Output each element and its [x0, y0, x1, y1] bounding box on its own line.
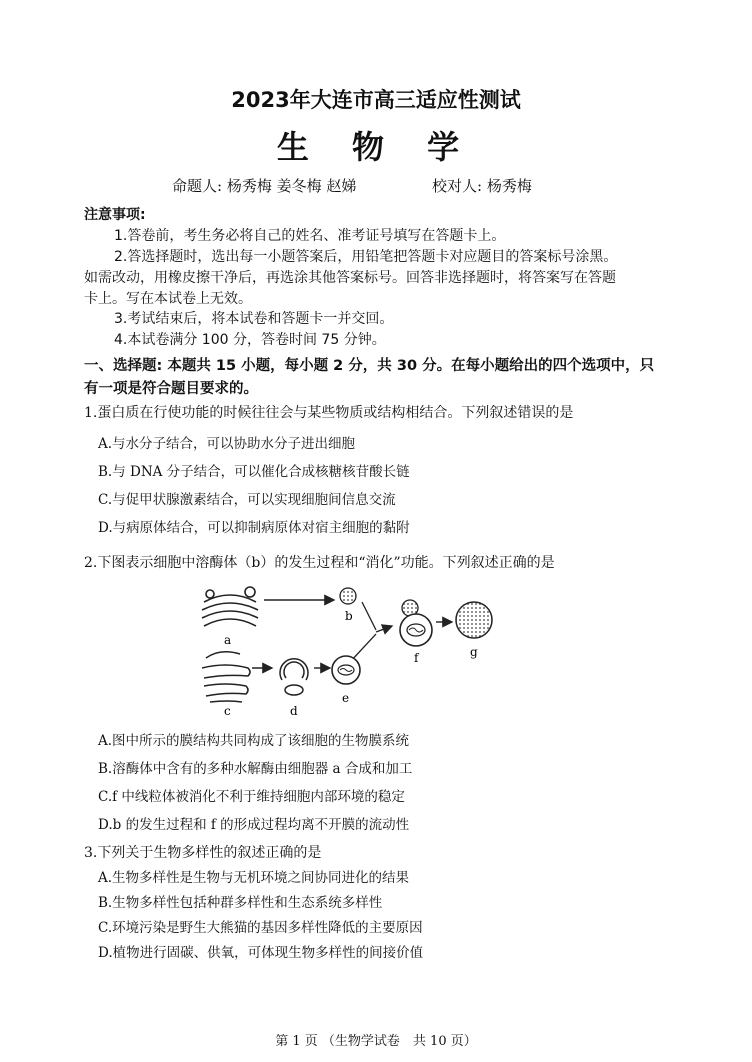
question-2-stem: 2.下图表示细胞中溶酶体（b）的发生过程和“消化”功能。下列叙述正确的是 [84, 555, 555, 571]
endoplasmic-reticulum [202, 652, 250, 702]
label-g: g [470, 645, 478, 659]
residual-body [456, 602, 492, 638]
notice-item-3: 3.考试结束后，将本试卷和答题卡一并交回。 [114, 311, 394, 327]
question-1-option-a: A.与水分子结合，可以协助水分子进出细胞 [98, 436, 356, 452]
forming-autophagosome [280, 659, 308, 695]
golgi-apparatus [202, 587, 258, 626]
label-b: b [345, 609, 353, 623]
lysosome [340, 588, 356, 604]
section-heading-cont: 有一项是符合题目要求的。 [84, 381, 258, 397]
autophagosome-lysosome [400, 600, 432, 646]
notice-heading: 注意事项: [84, 207, 146, 223]
label-d: d [290, 704, 298, 718]
question-2-option-b: B.溶酶体中含有的多种水解酶由细胞器 a 合成和加工 [98, 761, 413, 777]
question-3-option-d: D.植物进行固碳、供氧，可体现生物多样性的间接价值 [98, 945, 424, 961]
lysosome-diagram [190, 582, 510, 720]
question-1-option-b: B.与 DNA 分子结合，可以催化合成核糖核苷酸长链 [98, 464, 410, 480]
question-3-stem: 3.下列关于生物多样性的叙述正确的是 [84, 845, 322, 861]
question-3-option-a: A.生物多样性是生物与无机环境之间协同进化的结果 [98, 870, 410, 886]
question-1-option-c: C.与促甲状腺激素结合，可以实现细胞间信息交流 [98, 492, 396, 508]
label-c: c [224, 704, 231, 718]
notice-item-2-cont2: 卡上。写在本试卷上无效。 [84, 291, 252, 307]
question-3-option-b: B.生物多样性包括种群多样性和生态系统多样性 [98, 895, 383, 911]
notice-item-1: 1.答卷前，考生务必将自己的姓名、准考证号填写在答题卡上。 [114, 228, 506, 244]
page-footer: 第 1 页 （生物学试卷 共 10 页） [275, 1034, 477, 1049]
question-3-option-c: C.环境污染是野生大熊猫的基因多样性降低的主要原因 [98, 920, 423, 936]
notice-item-2-cont: 如需改动，用橡皮擦干净后，再选涂其他答案标号。回答非选择题时，将答案写在答题 [84, 270, 616, 286]
section-heading: 一、选择题: 本题共 15 小题，每小题 2 分，共 30 分。在每小题给出的四个选项中，只 [84, 358, 655, 374]
autophagosome [332, 656, 360, 684]
question-2-option-d: D.b 的发生过程和 f 的形成过程均离不开膜的流动性 [98, 817, 410, 833]
question-1-option-d: D.与病原体结合，可以抑制病原体对宿主细胞的黏附 [98, 520, 410, 536]
proofreader: 校对人: 杨秀梅 [432, 177, 532, 195]
notice-item-2: 2.答选择题时，选出每一小题答案后，用铅笔把答题卡对应题目的答案标号涂黑。 [114, 249, 618, 265]
question-2-option-a: A.图中所示的膜结构共同构成了该细胞的生物膜系统 [98, 733, 410, 749]
question-1-stem: 1.蛋白质在行使功能的时候往往会与某些物质或结构相结合。下列叙述错误的是 [84, 405, 574, 421]
notice-item-4: 4.本试卷满分 100 分，答卷时间 75 分钟。 [114, 332, 386, 348]
question-2-option-c: C.f 中线粒体被消化不利于维持细胞内部环境的稳定 [98, 789, 405, 805]
label-e: e [342, 691, 350, 705]
label-a: a [224, 633, 232, 647]
subject-title: 生 物 学 [276, 128, 476, 166]
label-f: f [414, 651, 419, 665]
authors: 命题人: 杨秀梅 姜冬梅 赵娣 [172, 177, 357, 195]
exam-title: 2023年大连市高三适应性测试 [231, 88, 521, 112]
